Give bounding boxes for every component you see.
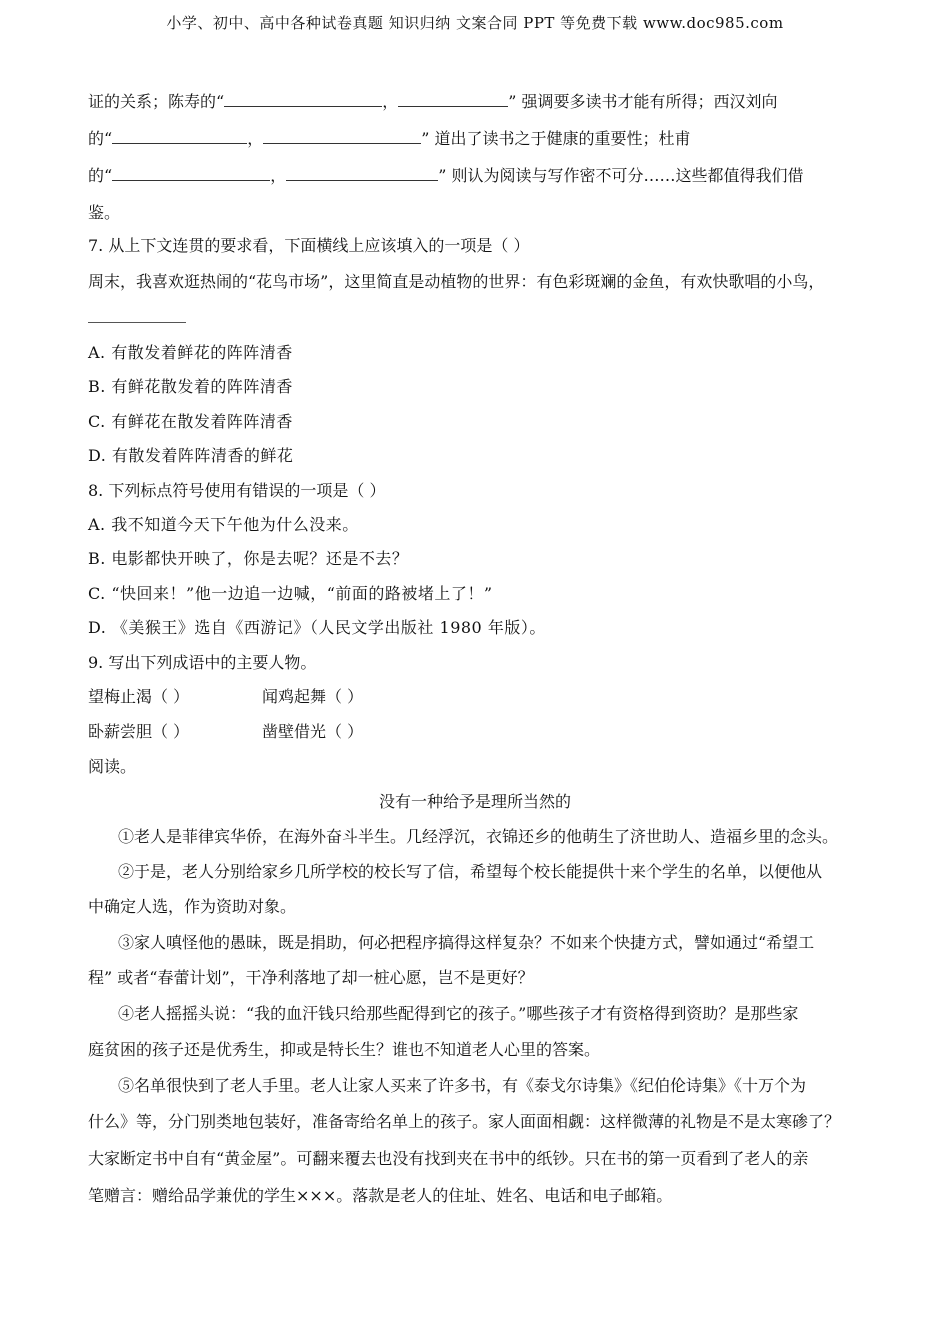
q8-stem: 8. 下列标点符号使用有错误的一项是（ ） (88, 481, 386, 500)
q7-option-c[interactable]: C. 有鲜花在散发着阵阵清香 (88, 412, 293, 431)
q7-option-a[interactable]: A. 有散发着鲜花的阵阵清香 (88, 343, 293, 362)
q8-option-b[interactable]: B. 电影都快开映了，你是去呢？还是不去？ (88, 549, 409, 568)
reading-paragraph-3-line-1: ③家人嗔怪他的愚昧，既是捐助，何必把程序搞得这样复杂？不如来个快捷方式，譬如通过“希望工 (118, 933, 815, 952)
fill-line-2-text-c: ” 道出了读书之于健康的重要性；杜甫 (421, 129, 691, 148)
fill-line-1-text-c: ” 强调要多读书才能有所得；西汉刘向 (508, 92, 778, 111)
q8-option-c[interactable]: C. “快回来！”他一边追一边喊，“前面的路被堵上了！” (88, 584, 493, 603)
q7-option-d[interactable]: D. 有散发着阵阵清香的鲜花 (88, 446, 294, 465)
fill-line-3 (88, 165, 803, 186)
page-header: 小学、初中、高中各种试卷真题 知识归纳 文案合同 PPT 等免费下载 www.doc985.com (166, 14, 784, 32)
q9-item-2[interactable]: 闻鸡起舞（ ） (262, 687, 364, 706)
fill-line-1 (88, 91, 777, 112)
answer-blank[interactable] (263, 128, 421, 144)
answer-blank[interactable] (224, 91, 382, 107)
fill-line-2 (88, 128, 690, 149)
reading-paragraph-5-line-4: 笔赠言：赠给品学兼优的学生×××。落款是老人的住址、姓名、电话和电子邮箱。 (88, 1186, 673, 1205)
reading-paragraph-4-line-2: 庭贫困的孩子还是优秀生，抑或是特长生？谁也不知道老人心里的答案。 (88, 1040, 601, 1059)
reading-paragraph-1: ①老人是菲律宾华侨，在海外奋斗半生。几经浮沉，衣锦还乡的他萌生了济世助人、造福乡里的念头。 (118, 827, 839, 846)
answer-blank[interactable] (112, 128, 247, 144)
q9-stem: 9. 写出下列成语中的主要人物。 (88, 653, 317, 672)
reading-paragraph-5-line-3: 大家断定书中自有“黄金屋”。可翻来覆去也没有找到夹在书中的纸钞。只在书的第一页看到了老人的亲 (88, 1149, 809, 1168)
reading-paragraph-2-line-2: 中确定人选，作为资助对象。 (88, 897, 297, 916)
reading-paragraph-5-line-1: ⑤名单很快到了老人手里。老人让家人买来了许多书，有《泰戈尔诗集》《纪伯伦诗集》《十万个为 (118, 1076, 807, 1095)
fill-line-1-text-b: ， (382, 92, 399, 111)
fill-line-1-text-a: 证的关系；陈寿的“ (88, 92, 225, 111)
answer-blank[interactable] (398, 91, 508, 107)
fill-line-3-text-a: 的“ (88, 166, 113, 185)
q7-context: 周末，我喜欢逛热闹的“花鸟市场”，这里简直是动植物的世界：有色彩斑斓的金鱼，有欢快歌唱的小鸟， (88, 272, 825, 291)
q7-stem: 7. 从上下文连贯的要求看，下面横线上应该填入的一项是（ ） (88, 236, 530, 255)
fill-line-2-text-b: ， (247, 129, 264, 148)
q7-option-b[interactable]: B. 有鲜花散发着的阵阵清香 (88, 377, 293, 396)
fill-line-2-text-a: 的“ (88, 129, 113, 148)
reading-paragraph-4-line-1: ④老人摇摇头说：“我的血汗钱只给那些配得到它的孩子。”哪些孩子才有资格得到资助？是那些家 (118, 1004, 799, 1023)
fill-line-4: 鉴。 (88, 203, 121, 222)
reading-paragraph-3-line-2: 程” 或者“春蕾计划”，干净利落地了却一桩心愿，岂不是更好？ (88, 968, 534, 987)
q8-option-d[interactable]: D. 《美猴王》选自《西游记》（人民文学出版社 1980 年版）。 (88, 618, 546, 637)
q7-answer-blank[interactable] (88, 322, 186, 323)
q9-item-3[interactable]: 卧薪尝胆（ ） (88, 722, 190, 741)
answer-blank[interactable] (286, 165, 438, 181)
reading-title: 没有一种给予是理所当然的 (378, 792, 571, 811)
q9-item-1[interactable]: 望梅止渴（ ） (88, 687, 190, 706)
reading-label: 阅读。 (88, 757, 137, 776)
reading-paragraph-2-line-1: ②于是，老人分别给家乡几所学校的校长写了信，希望每个校长能提供十来个学生的名单，以便他从 (118, 862, 823, 881)
q9-item-4[interactable]: 凿壁借光（ ） (262, 722, 364, 741)
fill-line-3-text-c: ” 则认为阅读与写作密不可分……这些都值得我们借 (438, 166, 804, 185)
answer-blank[interactable] (112, 165, 270, 181)
fill-line-3-text-b: ， (270, 166, 287, 185)
reading-paragraph-5-line-2: 什么》等，分门别类地包装好，准备寄给名单上的孩子。家人面面相觑：这样微薄的礼物是不是太寒碜了？ (88, 1112, 841, 1131)
q8-option-a[interactable]: A. 我不知道今天下午他为什么没来。 (88, 515, 359, 534)
